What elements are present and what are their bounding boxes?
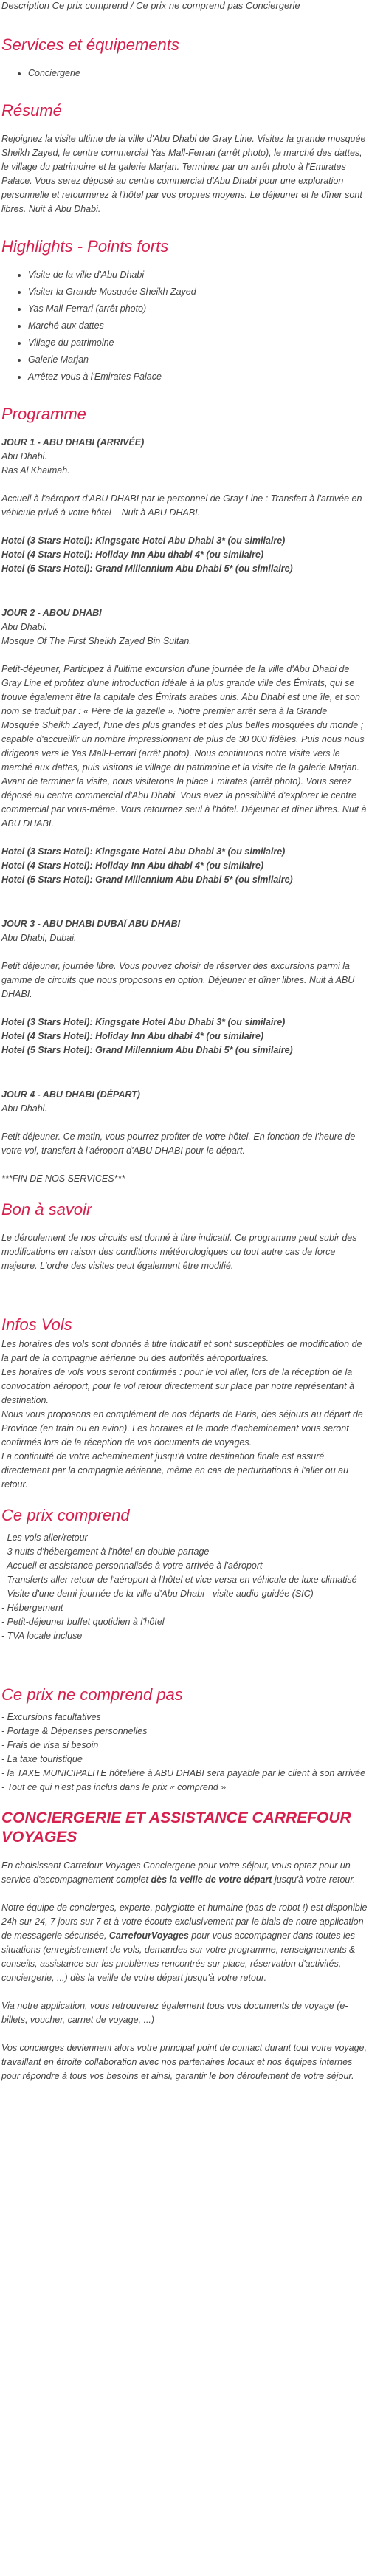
list-item: • Conciergerie: [28, 66, 368, 80]
list-item: • Visiter la Grande Mosquée Sheikh Zayed: [28, 285, 368, 299]
list-item: • Marché aux dattes: [28, 319, 368, 333]
day-place: Abu Dhabi.: [1, 622, 47, 632]
list-item: - TVA locale incluse: [1, 1631, 83, 1641]
prix-ne-comprend-list: [1, 1710, 368, 1795]
resume-text: Rejoignez la visite ultime de la ville d'Abu Dhabi de Gray Line. Visitez la grande mosquée Sheikh Zayed, le centre commercial Yas Mall-Ferrari (arrêt photo), le marché des dattes, le village du patrimoine et la galerie Marjan. Terminez par un arrêt photo à l'Emirates Palace. Vous serez déposé au centre commercial d'Abu Dhabi pour une exploration personnelle et retournerez à l'hôtel par vos propres moyens. Le déjeuner et le dîner sont libres. Nuit à Abu Dhabi.: [1, 134, 366, 214]
prix-comprend-title: Ce prix comprend: [1, 1506, 130, 1524]
highlights-title: Highlights - Points forts: [1, 237, 169, 256]
day-heading: JOUR 2 - ABOU DHABI: [1, 608, 102, 618]
vols-paragraph: La continuité de votre acheminement jusqu'à votre destination finale est assuré directement par la compagnie aérienne, même en cas de perturbations à l'aller ou au retour.: [1, 1451, 349, 1490]
day-text: Accueil à l'aéroport d'ABU DHABI par le personnel de Gray Line : Transfert à l'arrivée en véhicule privé à votre hôtel – Nuit à ABU DHABI.: [1, 493, 362, 518]
list-item: - Portage & Dépenses personnelles: [1, 1726, 148, 1736]
bon-a-savoir-title: Bon à savoir: [1, 1200, 92, 1219]
day-text: Petit déjeuner, journée libre. Vous pouvez choisir de réserver des excursions parmi la gamme de circuits que nous proposons en option. Déjeuner et dîner libres. Nuit à ABU DHABI.: [1, 961, 355, 999]
list-item: - Excursions facultatives: [1, 1712, 101, 1722]
text-run: Notre équipe de concierges, experte, polyglotte et humaine (pas de robot !) est disponible 24h sur 24, 7 jours sur 7 et à votre écoute exclusivement par le biais de notre application de messagerie sécurisée,: [1, 1902, 368, 1941]
day-1: [1, 436, 368, 576]
hotel-line: Hotel (5 Stars Hotel): Grand Millennium Abu Dhabi 5* (ou similaire): [1, 564, 293, 574]
day-3: [1, 917, 368, 1058]
list-item: - La taxe touristique: [1, 1754, 83, 1764]
concierge-paragraph-1: [1, 1859, 368, 1887]
hotel-line: Hotel (3 Stars Hotel): Kingsgate Hotel Abu Dhabi 3* (ou similaire): [1, 1017, 286, 1027]
concierge-paragraph-3: Via notre application, vous retrouverez également tous vos documents de voyage (e-billets, voucher, carnet de voyage, ...): [1, 2001, 348, 2025]
list-item: - Petit-déjeuner buffet quotidien à l'hôtel: [1, 1617, 165, 1627]
hotel-line: Hotel (5 Stars Hotel): Grand Millennium Abu Dhabi 5* (ou similaire): [1, 874, 293, 885]
day-heading: JOUR 3 - ABU DHABI DUBAÏ ABU DHABI: [1, 919, 181, 929]
list-item: • Visite de la ville d'Abu Dhabi: [28, 268, 368, 282]
day-2: [1, 606, 368, 887]
list-item: - Les vols aller/retour: [1, 1532, 88, 1543]
concierge-paragraph-4: Vos concierges deviennent alors votre principal point de contact durant tout votre voyage, travaillant en étroite collaboration avec nos partenaires locaux et nos équipes internes pour répondre à tous vos besoins et ainsi, garantir le bon déroulement de votre séjour.: [1, 2043, 367, 2081]
concierge-paragraph-2: [1, 1901, 368, 1985]
hotel-line: Hotel (3 Stars Hotel): Kingsgate Hotel Abu Dhabi 3* (ou similaire): [1, 535, 286, 546]
vols-paragraph: Les horaires de vols vous seront confirmés : pour le vol aller, lors de la réception de la convocation aéroport, pour le vol retour directement sur place par notre représentant à destination.: [1, 1367, 355, 1405]
hotel-line: Hotel (3 Stars Hotel): Kingsgate Hotel Abu Dhabi 3* (ou similaire): [1, 846, 286, 857]
list-item: - Frais de visa si besoin: [1, 1740, 99, 1750]
day-place: Abu Dhabi.: [1, 1103, 47, 1114]
highlights-list: [1, 268, 368, 384]
list-item: - Tout ce qui n'est pas inclus dans le prix « comprend »: [1, 1782, 227, 1792]
hotel-line: Hotel (4 Stars Hotel): Holiday Inn Abu dhabi 4* (ou similaire): [1, 860, 264, 871]
text-run-bold: CarrefourVoyages: [108, 1931, 189, 1941]
services-list: [1, 66, 368, 80]
prix-ne-comprend-pas-title: Ce prix ne comprend pas: [1, 1685, 183, 1704]
day-place: Abu Dhabi, Dubai.: [1, 933, 77, 943]
text-run: pour vous accompagner dans toutes les situations (enregistrement de vols, demandes sur votre programme, renseignements & conseils, assistance sur les problèmes rencontrés sur place, réservation d'activités, conciergerie, ...) dès la veille de votre départ jusqu'à votre retour.: [1, 1931, 356, 1983]
bon-a-savoir-text: Le déroulement de nos circuits est donné à titre indicatif. Ce programme peut subir des modifications en raison des conditions météorologiques ou tout autre cas de force majeure. L'ordre des visites peut également être modifié.: [1, 1233, 357, 1271]
conciergerie-title: CONCIERGERIE ET ASSISTANCE CARREFOUR VOYAGES: [1, 1809, 351, 1846]
text-run: jusqu'à votre retour.: [272, 1874, 356, 1885]
day-4: [1, 1088, 368, 1186]
text-run: En choisissant Carrefour Voyages Conciergerie pour votre séjour, vous optez pour un service d'accompagnement complet: [1, 1860, 351, 1885]
end-of-services: ***FIN DE NOS SERVICES***: [1, 1174, 125, 1184]
list-item: • Arrêtez-vous à l'Emirates Palace: [28, 370, 368, 384]
list-item: - Transferts aller-retour de l'aéroport à l'hôtel et vice versa en véhicule de luxe climatisé: [1, 1575, 357, 1585]
day-text: Petit déjeuner. Ce matin, vous pourrez profiter de votre hôtel. En fonction de l'heure de votre vol, transfert à l'aéroport d'ABU DHABI pour le départ.: [1, 1131, 356, 1156]
prix-comprend-list: [1, 1531, 368, 1643]
description-tabs-line: Description Ce prix comprend / Ce prix ne comprend pas Conciergerie: [1, 0, 300, 11]
services-title: Services et équipements: [1, 35, 179, 54]
hotel-line: Hotel (4 Stars Hotel): Holiday Inn Abu dhabi 4* (ou similaire): [1, 549, 264, 560]
list-item: • Village du patrimoine: [28, 336, 368, 350]
programme-title: Programme: [1, 405, 86, 423]
list-item: - 3 nuits d'hébergement à l'hôtel en double partage: [1, 1546, 210, 1557]
hotel-line: Hotel (4 Stars Hotel): Holiday Inn Abu dhabi 4* (ou similaire): [1, 1031, 264, 1041]
list-item: - la TAXE MUNICIPALITE hôtelière à ABU DHABI sera payable par le client à son arrivée: [1, 1768, 366, 1778]
vols-paragraph: Les horaires des vols sont donnés à titre indicatif et sont susceptibles de modification de la part de la compagnie aérienne ou des autorités aéroportuaires.: [1, 1339, 362, 1363]
resume-title: Résumé: [1, 101, 62, 120]
list-item: - Accueil et assistance personnalisés à votre arrivée à l'aéroport: [1, 1561, 263, 1571]
day-heading: JOUR 1 - ABU DHABI (ARRIVÉE): [1, 437, 145, 448]
day-text: Petit-déjeuner, Participez à l'ultime excursion d'une journée de la ville d'Abu Dhabi de Gray Line et profitez d'une introduction idéale à la plus grande ville des Émirats, qui se trouve également être la capitale des Émirats arabes unis. Abu Dhabi est une île, et son nom se traduit par : « Père de la gazelle ». Notre premier arrêt sera à la Grande Mosquée Sheikh Zayed, l'une des plus grandes et des plus belles mosquées du monde ; capable d'accueillir un nombre impressionnant de plus de 30 000 fidèles. Puis nous nous dirigeons vers le Yas Mall-Ferrari (arrêt photo). Nous continuons notre visite vers le marché aux dattes, puis visitons le village du patrimoine et la visite de la galerie Marjan. Avant de terminer la visite, nous visiterons la place Emirates (arrêt photo). Vous serez déposé au centre commercial d'Abu Dhabi. Vous avez la possibilité d'explorer le centre commercial par vous-même. Vous retournez seul à l'hôtel. Déjeuner et dîner libres. Nuit à ABU DHABI.: [1, 664, 367, 829]
list-item: • Yas Mall-Ferrari (arrêt photo): [28, 302, 368, 316]
day-place: Ras Al Khaimah.: [1, 465, 70, 476]
hotel-line: Hotel (5 Stars Hotel): Grand Millennium Abu Dhabi 5* (ou similaire): [1, 1045, 293, 1055]
vols-paragraph: Nous vous proposons en complément de nos départs de Paris, des séjours au départ de Province (en train ou en avion). Les horaires et le mode d'acheminement vous seront confirmés lors de la réception de vos documents de voyages.: [1, 1409, 363, 1448]
day-heading: JOUR 4 - ABU DHABI (DÉPART): [1, 1089, 140, 1100]
infos-vols-title: Infos Vols: [1, 1315, 72, 1334]
day-place: Mosque Of The First Sheikh Zayed Bin Sultan.: [1, 636, 192, 646]
list-item: • Galerie Marjan: [28, 353, 368, 367]
list-item: - Visite d'une demi-journée de la ville d'Abu Dhabi - visite audio-guidée (SIC): [1, 1589, 314, 1599]
text-run-bold: dès la veille de votre départ: [151, 1874, 272, 1885]
list-item: - Hébergement: [1, 1603, 63, 1613]
day-place: Abu Dhabi.: [1, 451, 47, 462]
